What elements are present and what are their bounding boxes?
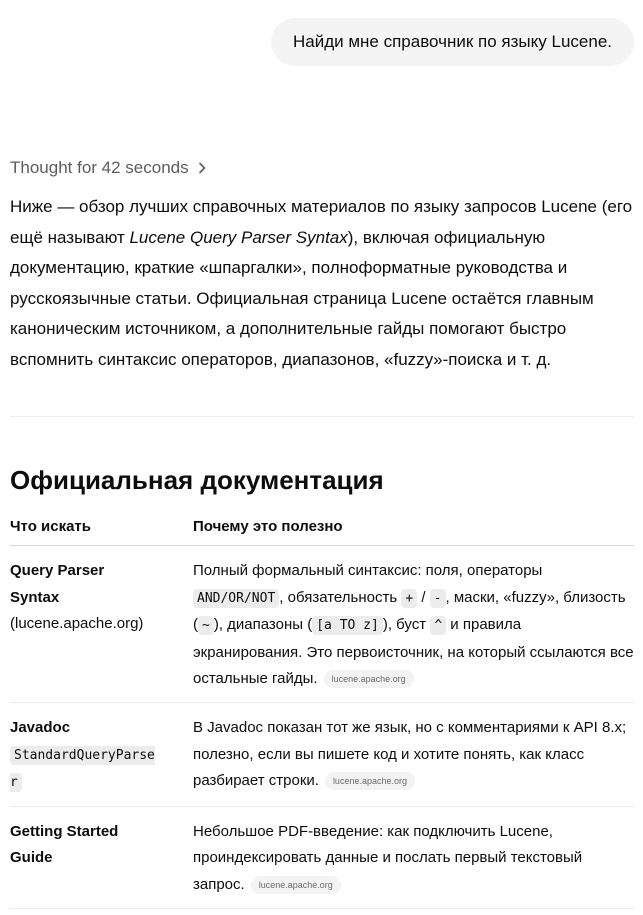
code-tilde: ~	[198, 616, 214, 635]
citation-link[interactable]: lucene.apache.org	[325, 772, 415, 790]
row-desc	[193, 546, 634, 702]
row-desc	[193, 807, 634, 908]
intro-text-2: ), включая официальную документацию, краткие «шпаргалки», полноформатные руководства и русскоязычные статьи. Официальная страница Lucene остаётся главным каноническим источником, а дополнительные гайды помогают быстро вспомнить синтаксис операторов, диапазонов, «fuzzy»-поиска и т. д.	[10, 227, 594, 369]
chevron-right-icon	[195, 161, 209, 175]
desc-text: ), диапазоны (	[213, 616, 313, 634]
intro-emphasis: Lucene Query Parser Syntax	[129, 227, 348, 247]
section-title: Официальная документация	[10, 465, 384, 495]
row-subtitle: (lucene.apache.org)	[10, 615, 144, 633]
desc-text: , обязательность	[279, 588, 402, 606]
desc-text: Полный формальный синтаксис: поля, операторы	[193, 562, 543, 579]
column-header-why: Почему это полезно	[193, 518, 343, 535]
desc-text: В Javadoc показан тот же язык, но с комментариями к API 8.x; полезно, если вы пишете код и хотите понять, как класс разбирает строки.	[193, 718, 627, 790]
row-title-cell	[10, 807, 193, 908]
row-title: Javadoc	[10, 718, 71, 736]
row-title-cell	[10, 703, 193, 806]
code-and-or-not: AND/OR/NOT	[193, 589, 279, 608]
code-minus: -	[430, 589, 446, 608]
code-plus: +	[401, 589, 417, 608]
user-message-bubble: Найди мне справочник по языку Lucene.	[271, 18, 634, 66]
row-title: Getting Started Guide	[10, 822, 119, 867]
desc-text: /	[417, 588, 430, 606]
thought-label: Thought for 42 seconds	[10, 158, 189, 177]
thought-toggle[interactable]	[10, 158, 209, 178]
intro-text-1: Ниже — обзор лучших справочных материалов по языку запросов Lucene (его ещё называют	[10, 197, 633, 247]
row-code-wrap	[10, 742, 160, 797]
desc-text: и правила экранирования. Это первоисточник, на который ссылаются все остальные гайды.	[193, 616, 634, 688]
docs-table	[10, 514, 634, 909]
citation-link[interactable]: lucene.apache.org	[324, 670, 414, 688]
code-caret: ^	[430, 616, 446, 635]
table-row	[10, 807, 634, 909]
desc-text: , маски, «fuzzy», близость (	[193, 588, 626, 634]
row-title-cell	[10, 546, 193, 702]
column-header-what: Что искать	[10, 518, 91, 535]
table-row	[10, 546, 634, 703]
citation-link[interactable]: lucene.apache.org	[251, 876, 341, 894]
table-row	[10, 703, 634, 807]
desc-text: ), буст	[382, 616, 431, 634]
divider	[10, 416, 634, 417]
table-header	[10, 514, 634, 546]
row-title: Query Parser Syntax	[10, 562, 105, 606]
intro-paragraph	[10, 192, 635, 376]
code-range: [a TO z]	[312, 616, 383, 635]
row-desc	[193, 703, 634, 806]
desc-text: Небольшое PDF-введение: как подключить Lucene, проиндексировать данные и послать первый текстовый запрос.	[193, 822, 583, 893]
code-class-name: StandardQueryParser	[10, 747, 155, 791]
